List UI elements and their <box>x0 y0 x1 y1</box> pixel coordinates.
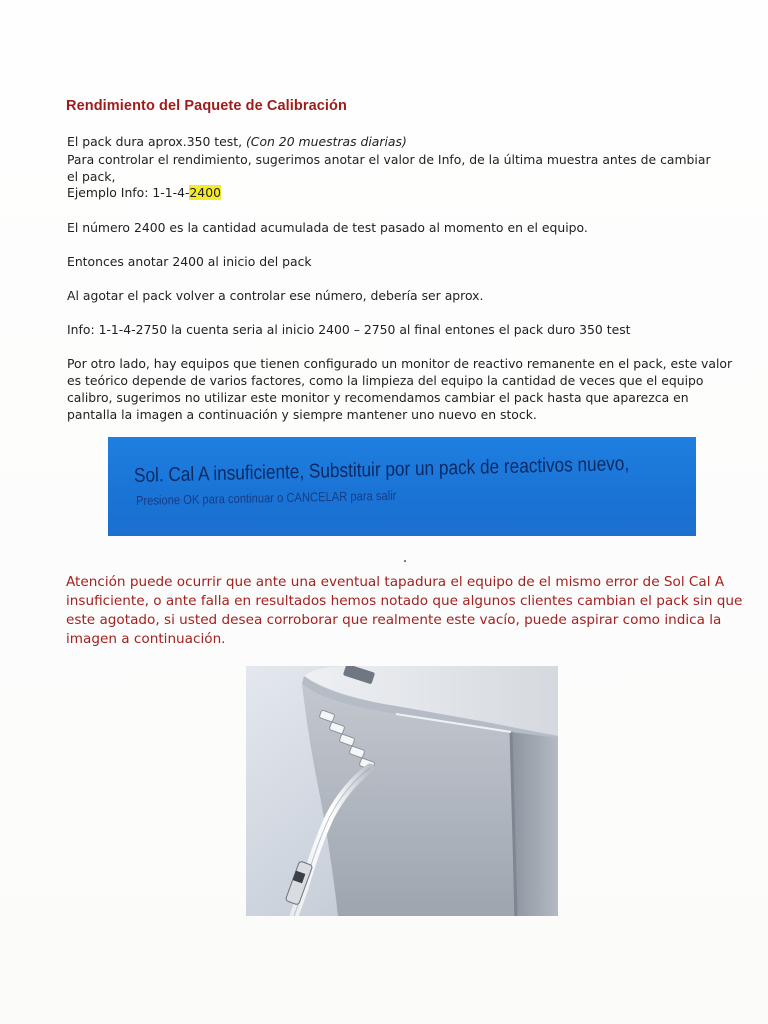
error-message-main: Sol. Cal A insuficiente, Substituir por un pack de reactivos nuevo, <box>133 452 630 487</box>
pack-duration-text: El pack dura aprox.350 test, <box>67 134 246 149</box>
error-message-screenshot <box>108 437 696 536</box>
example-line <box>67 185 221 201</box>
example-highlight: 2400 <box>189 185 221 200</box>
error-message-sub: Presione OK para continuar o CANCELAR para salir <box>135 487 397 508</box>
control-instruction-line: Para controlar el rendimiento, sugerimos anotar el valor de Info, de la última muestra antes de cambiar <box>67 152 711 167</box>
paragraph-otro-lado: Por otro lado, hay equipos que tienen configurado un monitor de reactivo remanente en el pack, este valor es teórico depende de varios factores, como la limpieza del equipo la cantidad de veces que el equipo calibro, sugerimos no utilizar este monitor y recomendamos cambiar el pack hasta que aparezca en pantalla la imagen a continuación y siempre mantener uno nuevo en stock. <box>67 356 733 422</box>
pack-duration-note: (Con 20 muestras diarias) <box>245 134 407 149</box>
reagent-pack-illustration <box>246 666 558 916</box>
page-title: Rendimiento del Paquete de Calibración <box>66 98 347 114</box>
reagent-pack-photo <box>246 666 558 916</box>
scan-speck <box>404 560 406 562</box>
paragraph-entonces: Entonces anotar 2400 al inicio del pack <box>67 254 312 269</box>
paragraph-info: Info: 1-1-4-2750 la cuenta seria al inicio 2400 – 2750 al final entones el pack duro 350 test <box>67 322 631 337</box>
control-instruction-line-end: el pack, <box>67 169 116 184</box>
pack-duration-line <box>67 134 407 150</box>
paragraph-agotar: Al agotar el pack volver a controlar ese número, debería ser aprox. <box>67 288 484 303</box>
paragraph-numero: El número 2400 es la cantidad acumulada de test pasado al momento en el equipo. <box>67 220 588 235</box>
warning-paragraph: Atención puede ocurrir que ante una eventual tapadura el equipo de el mismo error de Sol Cal A insuficiente, o ante falla en resultados hemos notado que algunos clientes cambian el pack sin que este agotado, si usted desea corroborar que realmente este vacío, puede aspirar como indica la imagen a continuación. <box>66 574 743 647</box>
example-prefix: Ejemplo Info: 1-1-4- <box>67 185 190 200</box>
